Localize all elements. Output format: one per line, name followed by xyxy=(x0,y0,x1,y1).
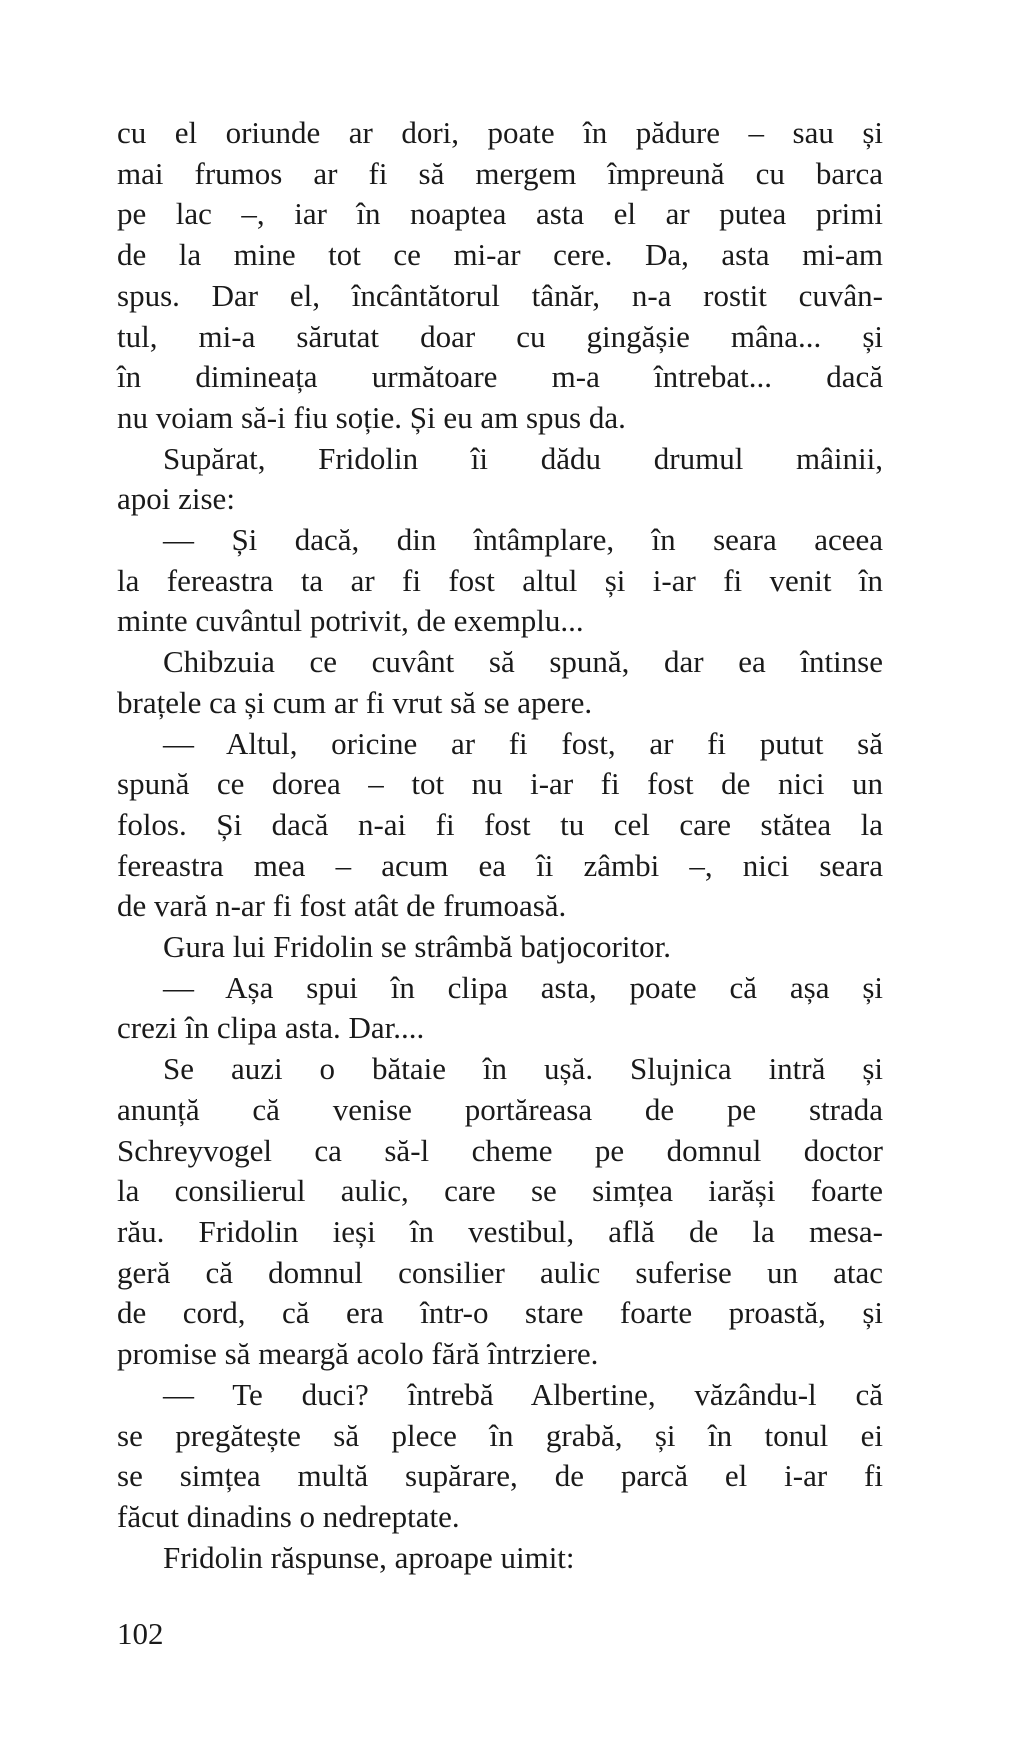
paragraph xyxy=(117,642,883,723)
text-line: rău. Fridolin ieși în vestibul, află de la mesa- xyxy=(117,1213,883,1249)
text-line: se simțea multă supărare, de parcă el i-ar fi xyxy=(117,1458,883,1494)
paragraph xyxy=(117,439,883,520)
text-line: — Te duci? întrebă Albertine, văzându-l că xyxy=(163,1376,883,1412)
text-line: la consilierul aulic, care se simțea iarăși foarte xyxy=(117,1173,883,1209)
text-line: cu el oriunde ar dori, poate în pădure – sau și xyxy=(117,115,883,150)
paragraph xyxy=(117,1375,883,1538)
page-number: 102 xyxy=(117,1616,164,1651)
paragraph xyxy=(117,1538,883,1579)
text-line: apoi zise: xyxy=(117,481,235,517)
text-line: tul, mi-a sărutat doar cu gingășie mâna... și xyxy=(117,318,883,354)
text-line: Fridolin răspunse, aproape uimit: xyxy=(163,1539,575,1575)
text-line: — Altul, oricine ar fi fost, ar fi putut să xyxy=(163,725,883,761)
paragraph xyxy=(117,113,883,439)
text-line: crezi în clipa asta. Dar.... xyxy=(117,1010,425,1046)
text-line: la fereastra ta ar fi fost altul și i-ar fi venit în xyxy=(117,562,883,598)
text-line: Schreyvogel ca să-l cheme pe domnul doctor xyxy=(117,1132,883,1168)
text-line: fereastra mea – acum ea îi zâmbi –, nici seara xyxy=(117,847,883,883)
text-line: făcut dinadins o nedreptate. xyxy=(117,1498,460,1534)
text-line: de la mine tot ce mi-ar cere. Da, asta mi-am xyxy=(117,237,883,273)
text-line: se pregătește să plece în grabă, și în tonul ei xyxy=(117,1417,883,1453)
text-line: Supărat, Fridolin îi dădu drumul mâinii, xyxy=(163,440,883,476)
text-line: spus. Dar el, încântătorul tânăr, n-a rostit cuvân- xyxy=(117,277,883,313)
text-line: anunță că venise portăreasa de pe strada xyxy=(117,1091,883,1127)
text-line: Se auzi o bătaie în ușă. Slujnica intră și xyxy=(163,1051,883,1087)
paragraph xyxy=(117,520,883,642)
text-line: spună ce dorea – tot nu i-ar fi fost de nici un xyxy=(117,766,883,802)
text-line: geră că domnul consilier aulic suferise un atac xyxy=(117,1254,883,1290)
text-line: de cord, că era într-o stare foarte proastă, și xyxy=(117,1295,883,1331)
text-line: promise să meargă acolo fără întrziere. xyxy=(117,1336,599,1372)
text-line: Gura lui Fridolin se strâmbă batjocoritor. xyxy=(163,929,671,965)
text-line: brațele ca și cum ar fi vrut să se apere. xyxy=(117,684,593,720)
text-block xyxy=(117,113,883,1578)
paragraph xyxy=(117,724,883,928)
text-line: nu voiam să-i fiu soție. Și eu am spus da. xyxy=(117,399,626,435)
text-line: minte cuvântul potrivit, de exemplu... xyxy=(117,603,584,639)
text-line: de vară n-ar fi fost atât de frumoasă. xyxy=(117,888,567,924)
text-line: în dimineața următoare m-a întrebat... dacă xyxy=(117,359,883,395)
text-line: — Și dacă, din întâmplare, în seara aceea xyxy=(163,522,883,558)
text-line: folos. Și dacă n-ai fi fost tu cel care stătea la xyxy=(117,806,883,842)
text-line: — Așa spui în clipa asta, poate că așa și xyxy=(163,969,883,1005)
text-line: mai frumos ar fi să mergem împreună cu barca xyxy=(117,155,883,191)
text-line: Chibzuia ce cuvânt să spună, dar ea întinse xyxy=(163,644,883,680)
paragraph xyxy=(117,968,883,1049)
paragraph xyxy=(117,927,883,968)
paragraph xyxy=(117,1049,883,1375)
text-line: pe lac –, iar în noaptea asta el ar putea primi xyxy=(117,196,883,232)
